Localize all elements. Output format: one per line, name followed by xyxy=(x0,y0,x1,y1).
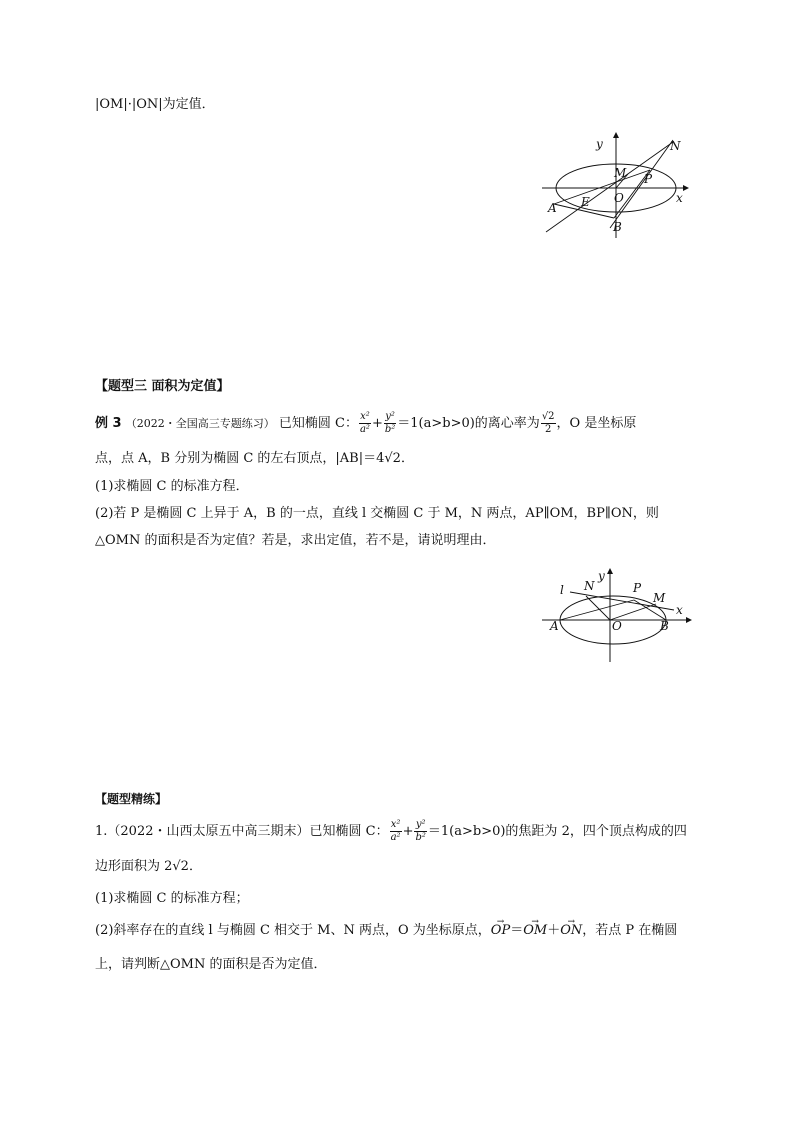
example-text-c: ，O 是坐标原 xyxy=(556,416,637,431)
figure-ellipse-2 xyxy=(538,568,698,666)
fraction-x2-a2: $\frac{\text{x²}}{\text{a²}}$ xyxy=(359,411,370,435)
plus-sign-2: ＋ xyxy=(547,923,561,938)
figure-ellipse-1 xyxy=(538,130,698,240)
label-B2: B xyxy=(660,619,669,633)
example-3-line-1 xyxy=(95,410,636,438)
label-A: A xyxy=(548,201,557,215)
practice-question-2a xyxy=(95,922,677,940)
label-E: E xyxy=(581,195,590,209)
example-3-line-2: 点，点 A，B 分别为椭圆 C 的左右顶点，|AB|＝4√2． xyxy=(95,451,414,466)
section-heading-area-constant: 【题型三 面积为定值】 xyxy=(95,379,230,394)
label-B: B xyxy=(613,220,622,234)
label-M: M xyxy=(614,166,627,180)
example-text-a: 已知椭圆 C： xyxy=(278,416,358,431)
practice-question-2b: 上，请判断△OMN 的面积是否为定值． xyxy=(95,957,327,972)
vector-op: → OP xyxy=(491,922,510,940)
label-O: O xyxy=(614,191,624,205)
practice-question-1: (1)求椭圆 C 的标准方程； xyxy=(95,891,249,906)
vector-on: → ON xyxy=(560,922,582,940)
label-N: N xyxy=(670,139,681,153)
practice-q2-text-b: ，若点 P 在椭圆 xyxy=(582,923,678,938)
label-A2: A xyxy=(550,619,559,633)
practice-plus-sign: + xyxy=(402,824,414,839)
plus-sign: + xyxy=(371,416,383,431)
label-x: x xyxy=(676,191,683,205)
example-label: 例 3 xyxy=(95,416,122,431)
label-x2: x xyxy=(676,603,683,617)
fraction-sqrt2-2: $\frac{√2}{2}$ xyxy=(541,411,555,435)
example-3-question-2a: (2)若 P 是椭圆 C 上异于 A，B 的一点，直线 l 交椭圆 C 于 M，N 两点，AP∥OM，BP∥ON，则 xyxy=(95,506,659,521)
text-line-om-on: |OM|·|ON|为定值． xyxy=(95,97,215,112)
label-y: y xyxy=(596,137,603,151)
label-P: P xyxy=(644,172,653,186)
example-source: （2022・全国高三专题练习） xyxy=(125,417,275,430)
practice-q2-text: (2)斜率存在的直线 l 与椭圆 C 相交于 M、N 两点，O 为坐标原点， xyxy=(95,923,491,938)
label-l: l xyxy=(560,583,564,597)
practice-heading: 【题型精练】 xyxy=(95,792,168,806)
practice-text-b: ＝1(a>b>0)的焦距为 2，四个顶点构成的四 xyxy=(427,824,687,839)
label-N2: N xyxy=(584,579,595,593)
label-O2: O xyxy=(612,619,622,633)
example-text-b: ＝1(a>b>0)的离心率为 xyxy=(397,416,540,431)
equals-sign: ＝ xyxy=(510,923,524,938)
practice-line-1 xyxy=(95,818,687,846)
example-3-question-2b: △OMN 的面积是否为定值？若是，求出定值，若不是，请说明理由． xyxy=(95,533,496,548)
label-P2: P xyxy=(633,581,642,595)
example-3-question-1: (1)求椭圆 C 的标准方程． xyxy=(95,479,249,494)
practice-text-a: 1.（2022・山西太原五中高三期末）已知椭圆 C： xyxy=(95,824,389,839)
practice-fraction-y2-b2: $\frac{\text{y²}}{\text{b²}}$ xyxy=(415,819,426,843)
fraction-y2-b2: $\frac{\text{y²}}{\text{b²}}$ xyxy=(384,411,396,435)
practice-line-2: 边形面积为 2√2． xyxy=(95,859,202,874)
label-M2: M xyxy=(653,591,666,605)
vector-om: → OM xyxy=(523,922,547,940)
practice-fraction-x2-a2: $\frac{\text{x²}}{\text{a²}}$ xyxy=(390,819,401,843)
label-y2: y xyxy=(598,569,605,583)
